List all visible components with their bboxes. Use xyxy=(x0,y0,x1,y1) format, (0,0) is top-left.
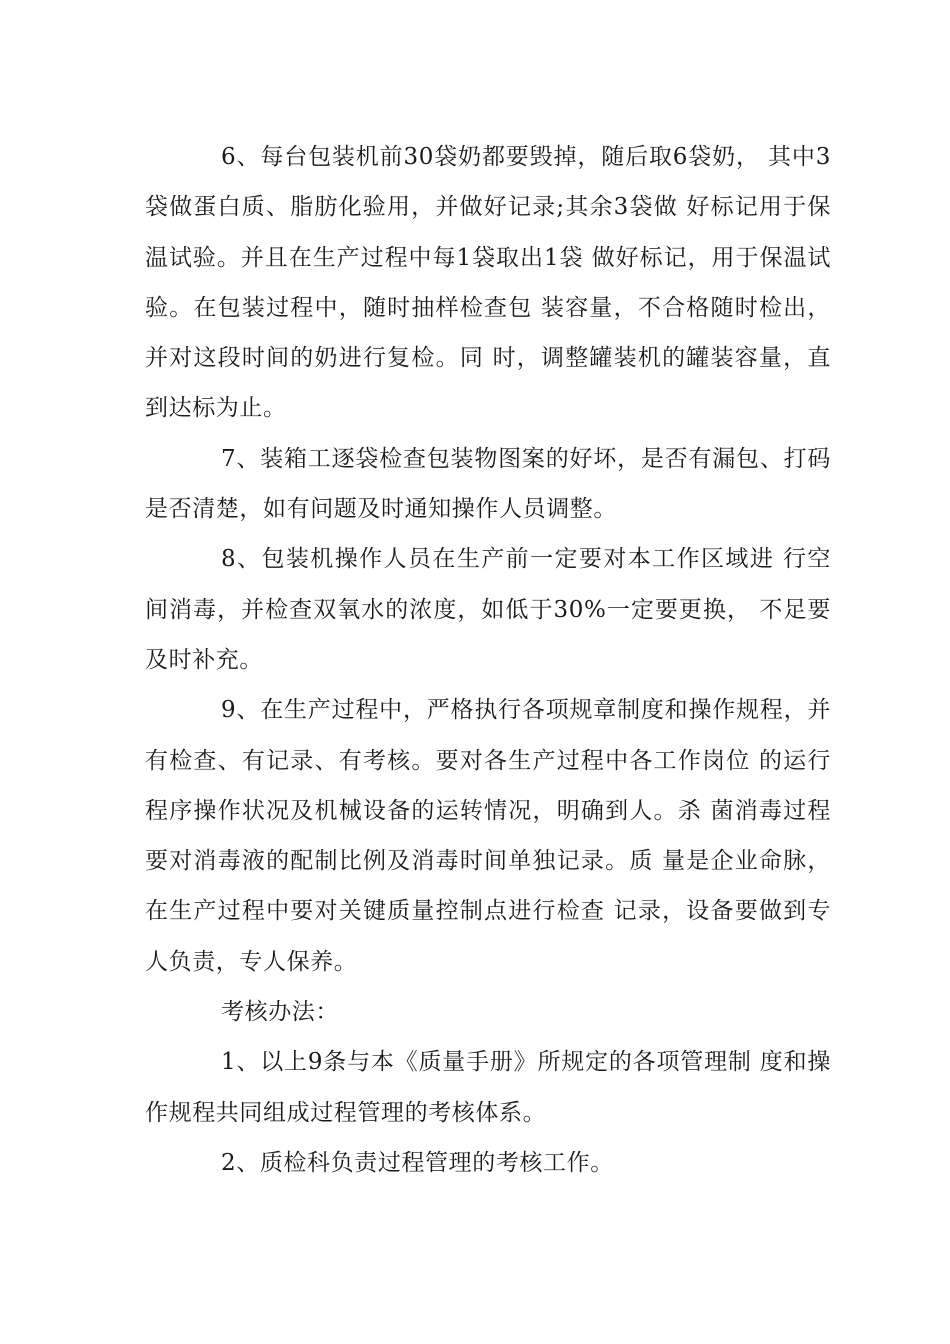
paragraph-item-8: 8、包装机操作人员在生产前一定要对本工作区域进 行空间消毒，并检查双氧水的浓度，如低于30%一定要更换， 不足要及时补充。 xyxy=(145,546,831,673)
paragraph-item-9: 9、在生产过程中，严格执行各项规章制度和操作规程，并有检查、有记录、有考核。要对各生产过程中各工作岗位 的运行程序操作状况及机械设备的运转情况，明确到人。杀 菌消毒过程要对消毒液的配制比例及消毒时间单独记录。质 量是企业命脉，在生产过程中要对关键质量控制点进行检查 记录，设备要做到专人负责，专人保养。 xyxy=(145,697,831,975)
assessment-item-2: 2、质检科负责过程管理的考核工作。 xyxy=(221,1149,614,1176)
assessment-item-1: 1、以上9条与本《质量手册》所规定的各项管理制 度和操作规程共同组成过程管理的考核体系。 xyxy=(145,1049,831,1126)
paragraph-item-6: 6、每台包装机前30袋奶都要毁掉，随后取6袋奶， 其中3袋做蛋白质、脂肪化验用，并做好记录;其余3袋做 好标记用于保温试验。并且在生产过程中每1袋取出1袋 做好标记，用于保温试验。在包装过程中，随时抽样检查包 装容量，不合格随时检出，并对这段时间的奶进行复检。同 时，调整罐装机的罐装容量，直到达标为止。 xyxy=(145,144,831,422)
assessment-heading: 考核办法： xyxy=(221,999,339,1026)
document-body xyxy=(145,132,831,1188)
paragraph-item-7: 7、装箱工逐袋检查包装物图案的好坏，是否有漏包、打码是否清楚，如有问题及时通知操作人员调整。 xyxy=(145,445,831,523)
